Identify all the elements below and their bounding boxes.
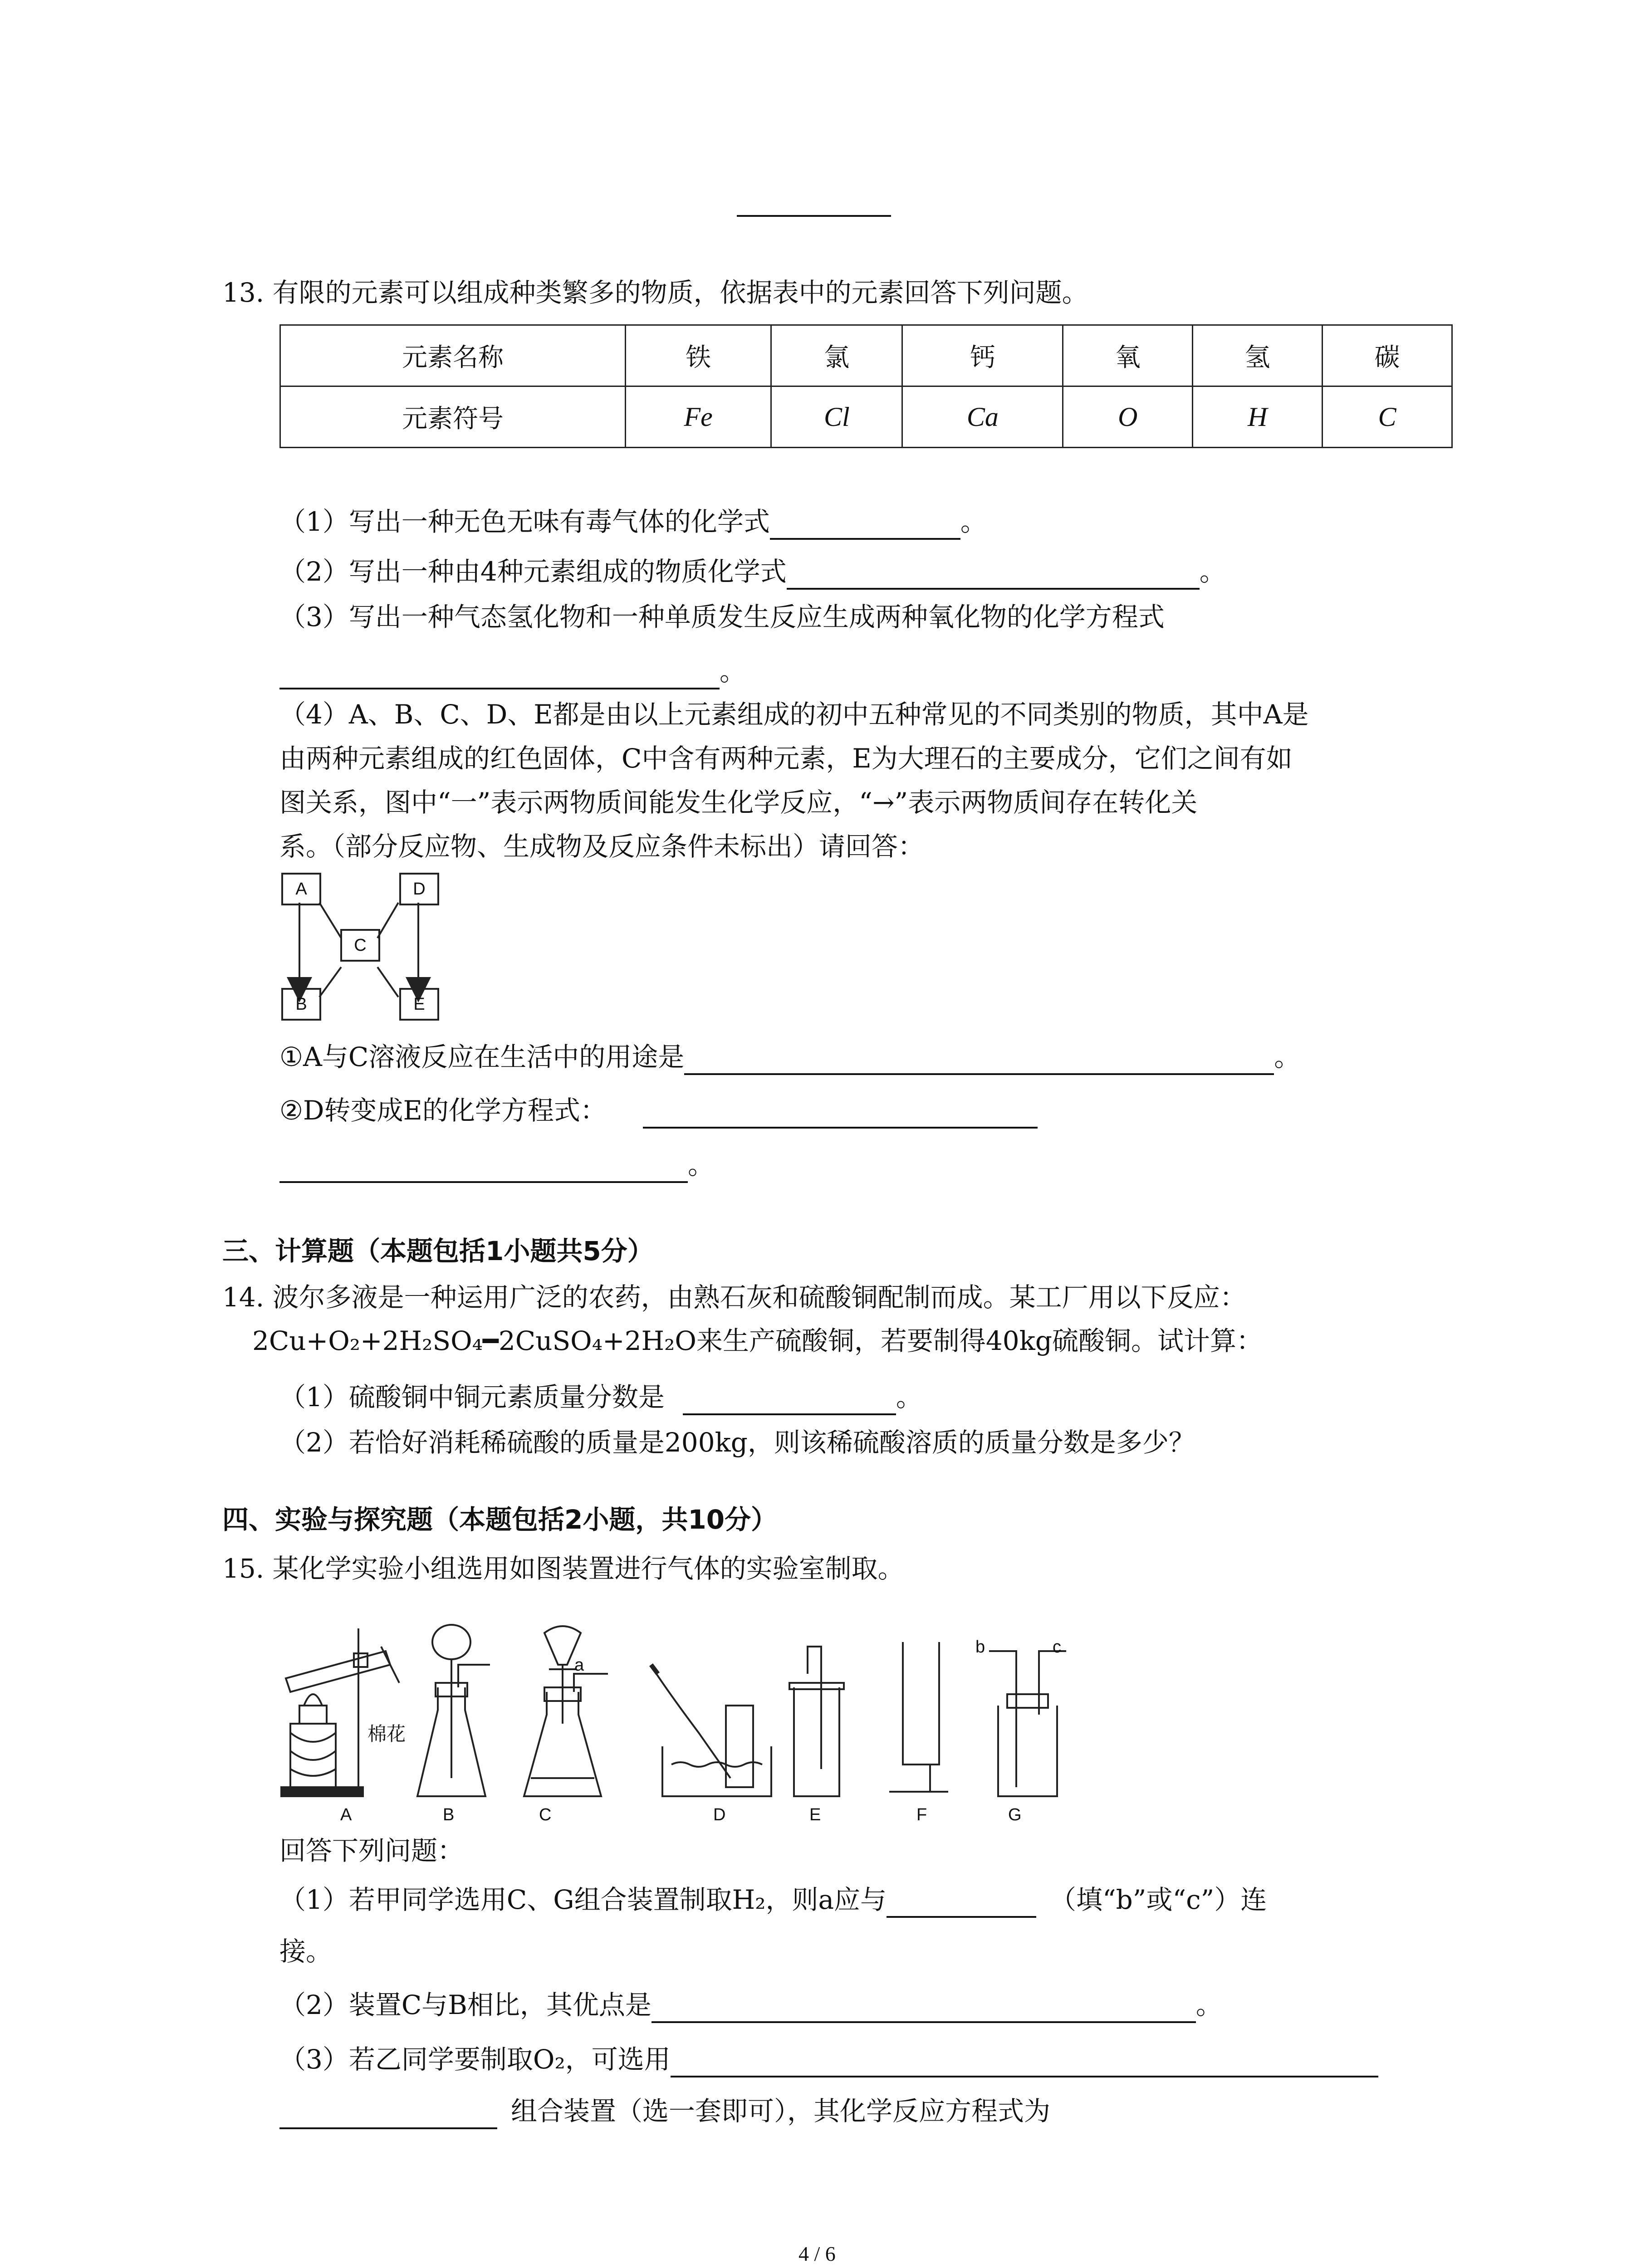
q13-part3-answer [279,653,746,689]
apparatus-C [524,1626,608,1796]
apparatus-F [889,1642,948,1792]
answer-blank[interactable] [787,560,1200,590]
top-answer-line [737,215,891,217]
table-cell: 碳 [1323,325,1452,386]
table-cell: Cl [771,386,902,448]
label-small-a: a [574,1656,584,1675]
q13-part4-line4: 系。（部分反应物、生成物及反应条件未标出）请回答： [279,831,925,862]
label-small-c: c [1053,1637,1061,1657]
apparatus-D [651,1665,771,1796]
table-cell: C [1323,386,1452,448]
period: 。 [1199,556,1226,587]
answer-intro: 回答下列问题： [279,1835,464,1866]
apparatus-G [989,1651,1066,1796]
table-cell: 氯 [771,325,902,386]
q15-part3-cont [279,2093,1050,2129]
q13-part3: （3）写出一种气态氢化物和一种单质发生反应生成两种氧化物的化学方程式 [279,601,1165,632]
table-cell: Ca [902,386,1063,448]
table-cell: 氧 [1063,325,1193,386]
q15-part3 [279,2041,1378,2077]
label-B: B [443,1805,455,1824]
q13-part4-line3: 图关系，图中“一”表示两物质间能发生化学反应，“→”表示两物质间存在转化关 [279,787,1198,818]
answer-blank[interactable] [671,2048,1378,2077]
q13-part2 [279,553,1226,590]
q14-part1 [279,1379,922,1415]
label-A: A [340,1805,352,1824]
label-D: D [713,1805,726,1824]
label-G: G [1008,1805,1022,1824]
table-cell: Fe [626,386,771,448]
node-E: E [399,988,439,1021]
q14-part2: （2）若恰好消耗稀硫酸的质量是200kg，则该稀硫酸溶质的质量分数是多少？ [279,1427,1195,1458]
table-cell: H [1193,386,1323,448]
table-header-symbol: 元素符号 [280,386,626,448]
period: 。 [720,656,746,687]
answer-blank[interactable] [652,1993,1196,2023]
apparatus-E [789,1647,844,1796]
q15-part2-text: （2）装置C与B相比，其优点是 [279,1989,652,2020]
q13-part1-text: （1）写出一种无色无味有毒气体的化学式 [279,506,770,537]
answer-blank[interactable] [279,1153,688,1183]
answer-blank[interactable] [643,1099,1038,1129]
table-cell: O [1063,386,1193,448]
table-cell: 钙 [902,325,1063,386]
q13-part2-text: （2）写出一种由4种元素组成的物质化学式 [279,556,787,587]
q13-sub2 [279,1092,1038,1129]
label-small-b: b [975,1637,985,1657]
answer-blank[interactable] [683,1385,896,1415]
q15-part1-text: （1）若甲同学选用C、G组合装置制取H₂，则a应与 [279,1884,887,1915]
q13-stem: 13. 有限的元素可以组成种类繁多的物质，依据表中的元素回答下列问题。 [222,277,1088,308]
q15-part1-text-b: （填“b”或“c”）连 [1050,1884,1267,1915]
answer-blank[interactable] [279,660,720,689]
q13-sub2-text: ②D转变成E的化学方程式： [279,1095,607,1126]
period: 。 [1195,1989,1222,2020]
q13-part4-line1: （4）A、B、C、D、E都是由以上元素组成的初中五种常见的不同类别的物质，其中A是 [279,699,1309,730]
q13-sub1 [279,1039,1300,1075]
section3-title: 三、计算题（本题包括1小题共5分） [222,1236,654,1266]
q13-part4-line2: 由两种元素组成的红色固体，C中含有两种元素，E为大理石的主要成分，它们之间有如 [279,743,1293,774]
period: 。 [960,506,987,537]
q13-sub1-text: ①A与C溶液反应在生活中的用途是 [279,1041,685,1072]
label-F: F [916,1805,927,1824]
q13-part1 [279,503,987,540]
table-cell: 氢 [1193,325,1323,386]
q15-part3-text: （3）若乙同学要制取O₂，可选用 [279,2044,671,2075]
answer-blank[interactable] [887,1888,1036,1918]
apparatus-B [417,1625,490,1796]
q14-line2: 2Cu+O₂+2H₂SO₄━2CuSO₄+2H₂O来生产硫酸铜，若要制得40kg硫酸铜。试计算： [252,1325,1263,1356]
apparatus-A [281,1628,399,1796]
q15-part2 [279,1987,1222,2023]
label-C: C [539,1805,552,1824]
label-E: E [809,1805,821,1824]
page-number: 4 / 6 [798,2242,836,2265]
period: 。 [896,1382,922,1413]
table-header-name: 元素名称 [280,325,626,386]
element-table [279,324,1453,448]
q14-part1-text: （1）硫酸铜中铜元素质量分数是 [279,1382,665,1413]
period: 。 [688,1149,715,1180]
node-A: A [281,873,321,905]
q14-line1: 14. 波尔多液是一种运用广泛的农药，由熟石灰和硫酸铜配制而成。某工厂用以下反应： [222,1282,1246,1313]
node-B: B [281,988,321,1021]
node-D: D [399,873,439,905]
cotton-label: 棉花 [367,1723,406,1745]
answer-blank[interactable] [279,2099,497,2129]
answer-blank[interactable] [684,1045,1274,1075]
period: 。 [1274,1041,1301,1072]
q15-part3-text-b: 组合装置（选一套即可），其化学反应方程式为 [511,2096,1051,2126]
q15-part1 [279,1882,1267,1918]
q13-sub2-answer [279,1147,714,1183]
q15-stem: 15. 某化学实验小组选用如图装置进行气体的实验室制取。 [222,1553,904,1584]
q15-part1-cont: 接。 [279,1936,333,1967]
node-C: C [340,929,380,962]
answer-blank[interactable] [770,510,960,540]
table-cell: 铁 [626,325,771,386]
section4-title: 四、实验与探究题（本题包括2小题，共10分） [222,1504,778,1535]
